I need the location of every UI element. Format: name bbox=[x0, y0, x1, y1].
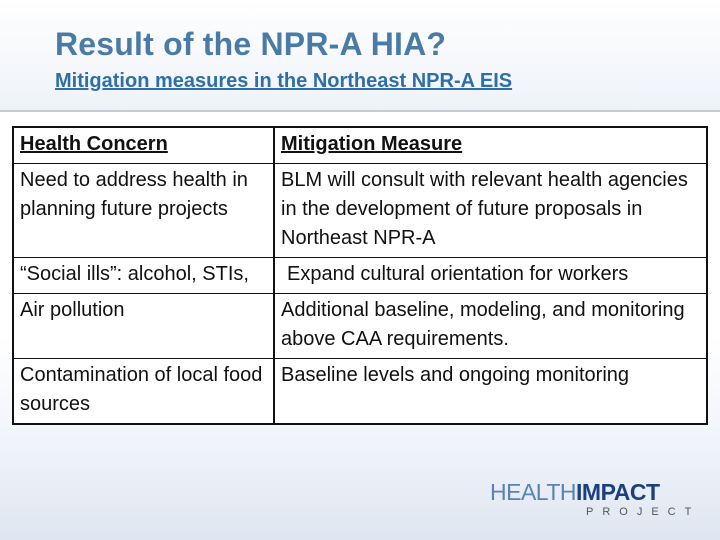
logo-wordmark bbox=[490, 480, 660, 504]
health-impact-project-logo bbox=[490, 479, 701, 520]
mitigation-measure-cell: Additional baseline, modeling, and monitoring above CAA requirements. bbox=[274, 294, 707, 359]
table-row bbox=[13, 294, 707, 359]
mitigation-measure-cell: Expand cultural orientation for workers bbox=[274, 258, 707, 294]
column-header-health-concern: Health Concern bbox=[13, 127, 274, 164]
health-concern-cell: Air pollution bbox=[13, 294, 274, 359]
health-concern-cell: Contamination of local food sources bbox=[13, 359, 274, 425]
health-concern-cell: “Social ills”: alcohol, STIs, bbox=[13, 258, 274, 294]
logo-word-impact: IMPACT bbox=[576, 479, 660, 505]
header-divider bbox=[0, 110, 720, 112]
logo-word-health: HEALTH bbox=[490, 479, 577, 505]
column-header-mitigation-measure: Mitigation Measure bbox=[274, 127, 707, 164]
logo-tagline: PROJECT bbox=[586, 506, 701, 518]
table-row bbox=[13, 359, 707, 425]
slide-title: Result of the NPR-A HIA? bbox=[55, 26, 447, 62]
table-row bbox=[13, 164, 707, 258]
mitigation-measure-cell: Baseline levels and ongoing monitoring bbox=[281, 364, 630, 386]
health-concern-cell: Need to address health in planning future projects bbox=[13, 164, 274, 258]
mitigation-measure-cell: BLM will consult with relevant health agencies in the development of future proposals in Northeast NPR-A bbox=[274, 164, 707, 258]
table-row bbox=[13, 258, 707, 294]
table-header-row bbox=[13, 127, 707, 164]
mitigation-table bbox=[12, 126, 708, 425]
slide-subtitle: Mitigation measures in the Northeast NPR-A EIS bbox=[55, 70, 513, 92]
